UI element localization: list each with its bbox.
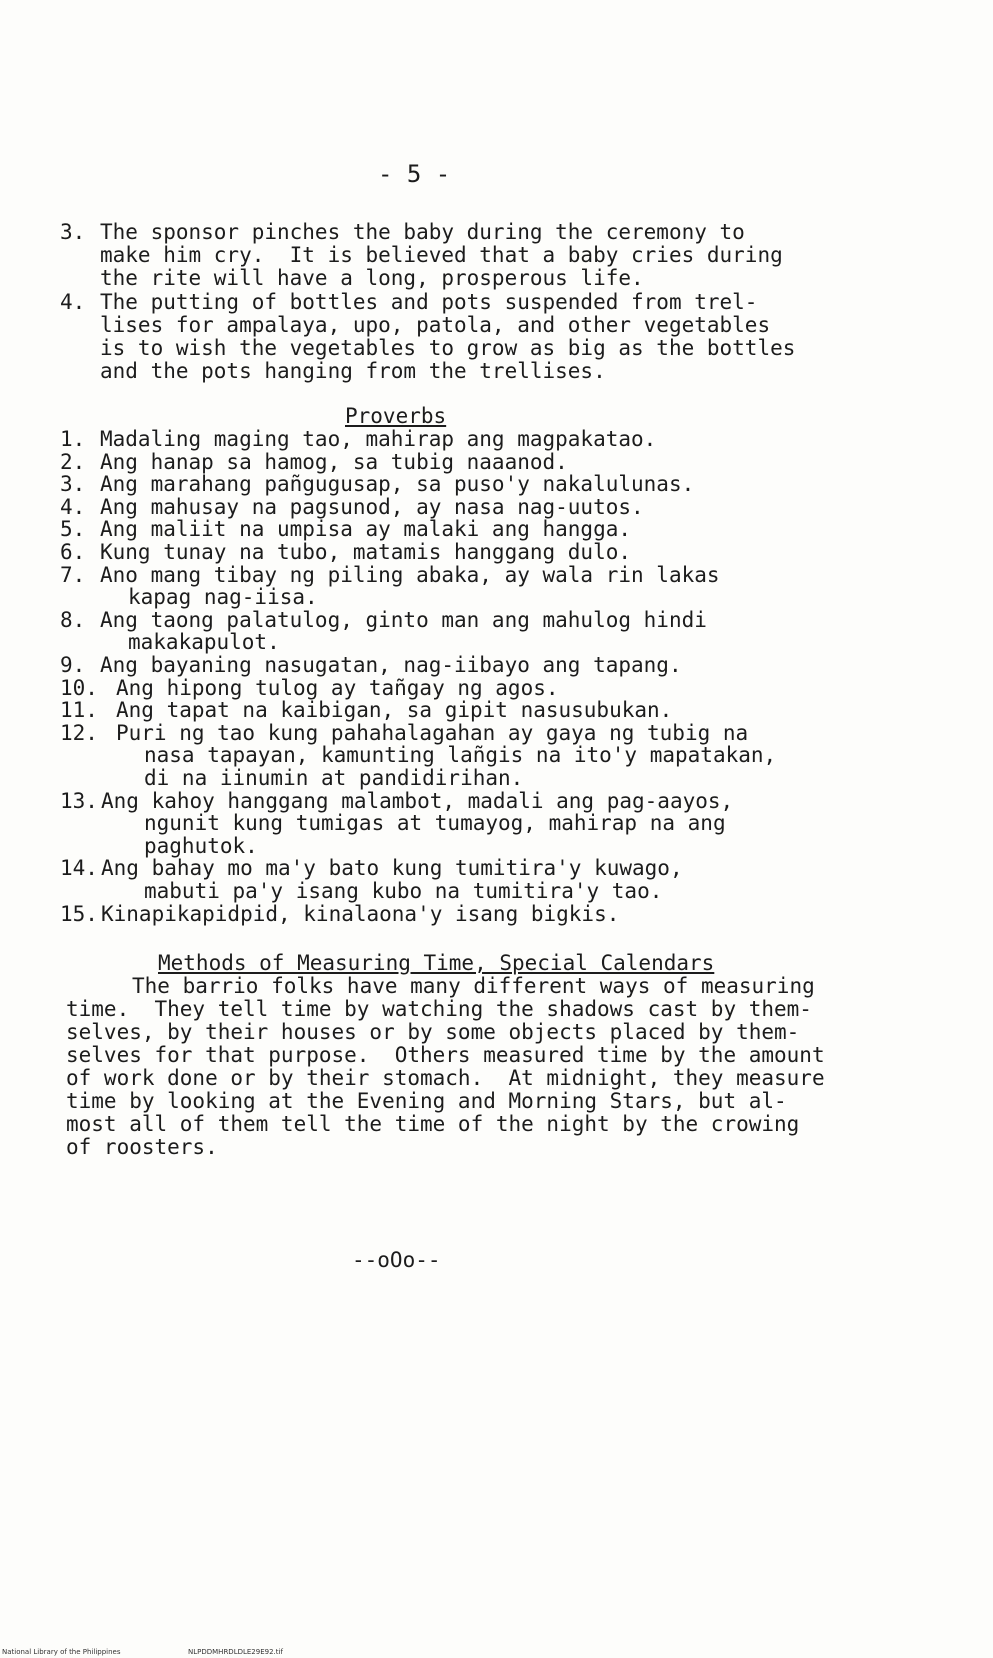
custom-item-line: The putting of bottles and pots suspended from trel- — [100, 289, 758, 314]
proverb-number: 2. — [60, 449, 86, 474]
proverb-number: 8. — [60, 607, 86, 632]
methods-line: selves for that purpose. Others measured time by the amount — [66, 1043, 825, 1067]
proverb-line: Kung tunay na tubo, matamis hanggang dulo. — [100, 540, 632, 564]
proverb-number: 3. — [60, 472, 86, 497]
methods-line: of roosters. — [66, 1135, 218, 1159]
custom-item-line: The sponsor pinches the baby during the ceremony to — [100, 220, 745, 244]
methods-line: of work done or by their stomach. At midnight, they measure — [66, 1066, 825, 1090]
proverb-number: 14. — [60, 856, 98, 881]
proverb-line: Ang bayaning nasugatan, nag-iibayo ang tapang. — [100, 653, 682, 677]
proverb-line: Ang maliit na umpisa ay malaki ang hangga. — [100, 517, 632, 542]
custom-item-number: 3. — [60, 220, 86, 244]
proverb-line: ngunit kung tumigas at tumayog, mahirap na ang — [144, 811, 726, 836]
proverb-number: 13. — [60, 788, 98, 813]
proverb-line: Ang kahoy hanggang malambot, madali ang pag-aayos, — [101, 788, 734, 813]
footer-library: National Library of the Philippines — [2, 1648, 121, 1656]
proverb-number: 1. — [60, 427, 86, 451]
proverb-number: 10. — [60, 675, 98, 700]
proverb-line: Ang hanap sa hamog, sa tubig naaanod. — [100, 449, 568, 474]
custom-item-line: is to wish the vegetables to grow as big as the bottles — [100, 336, 796, 360]
proverb-number: 12. — [60, 720, 98, 745]
proverb-line: Ano mang tibay ng piling abaka, ay wala rin lakas — [100, 562, 720, 587]
custom-item-line: and the pots hanging from the trellises. — [100, 359, 606, 384]
proverb-line: Madaling maging tao, mahirap ang magpakatao. — [100, 427, 657, 451]
proverb-line: di na iinumin at pandidirihan. — [144, 766, 524, 790]
proverb-line: Ang tapat na kaibigan, sa gipit nasusubukan. — [116, 698, 673, 723]
proverb-number: 7. — [60, 562, 86, 587]
methods-line: most all of them tell the time of the night by the crowing — [66, 1112, 800, 1136]
custom-item-number: 4. — [60, 289, 86, 314]
custom-item-line: make him cry. It is believed that a baby cries during — [100, 243, 783, 268]
end-mark: --oOo-- — [352, 1248, 441, 1272]
custom-item-line: the rite will have a long, prosperous life. — [100, 266, 644, 291]
footer-file: NLPDDMHRDLDLE29E92.tif — [188, 1648, 283, 1656]
proverb-line: nasa tapayan, kamunting lañgis na ito'y mapatakan, — [144, 743, 777, 768]
proverb-line: mabuti pa'y isang kubo na tumitira'y tao. — [144, 879, 663, 903]
methods-line: time. They tell time by watching the shadows cast by them- — [66, 997, 812, 1021]
proverbs-heading: Proverbs — [345, 404, 447, 428]
proverb-line: Ang taong palatulog, ginto man ang mahulog hindi — [100, 607, 707, 632]
methods-line: selves, by their houses or by some objects placed by them- — [66, 1020, 800, 1044]
custom-item-line: lises for ampalaya, upo, patola, and other vegetables — [100, 312, 771, 337]
proverb-number: 9. — [60, 653, 86, 677]
proverb-line: Ang bahay mo ma'y bato kung tumitira'y kuwago, — [101, 856, 683, 881]
proverb-line: Ang marahang pañgugusap, sa puso'y nakalulunas. — [100, 472, 695, 497]
proverb-number: 6. — [60, 540, 86, 564]
proverb-line: paghutok. — [144, 833, 258, 858]
page-number: - 5 - — [378, 160, 451, 188]
proverb-line: Puri ng tao kung pahahalagahan ay gaya ng tubig na — [116, 720, 749, 745]
proverb-number: 4. — [60, 494, 86, 519]
proverb-line: Ang hipong tulog ay tañgay ng agos. — [116, 675, 559, 700]
proverb-line: Ang mahusay na pagsunod, ay nasa nag-uutos. — [100, 494, 644, 519]
proverb-line: makakapulot. — [128, 630, 280, 655]
methods-line: The barrio folks have many different ways of measuring — [132, 974, 815, 998]
methods-line: time by looking at the Evening and Morning Stars, but al- — [66, 1089, 787, 1113]
methods-heading: Methods of Measuring Time, Special Calendars — [158, 951, 715, 975]
proverb-line: kapag nag-iisa. — [128, 585, 318, 610]
proverb-line: Kinapikapidpid, kinalaona'y isang bigkis. — [101, 901, 620, 926]
proverb-number: 15. — [60, 901, 98, 926]
proverb-number: 5. — [60, 517, 86, 542]
proverb-number: 11. — [60, 698, 98, 723]
